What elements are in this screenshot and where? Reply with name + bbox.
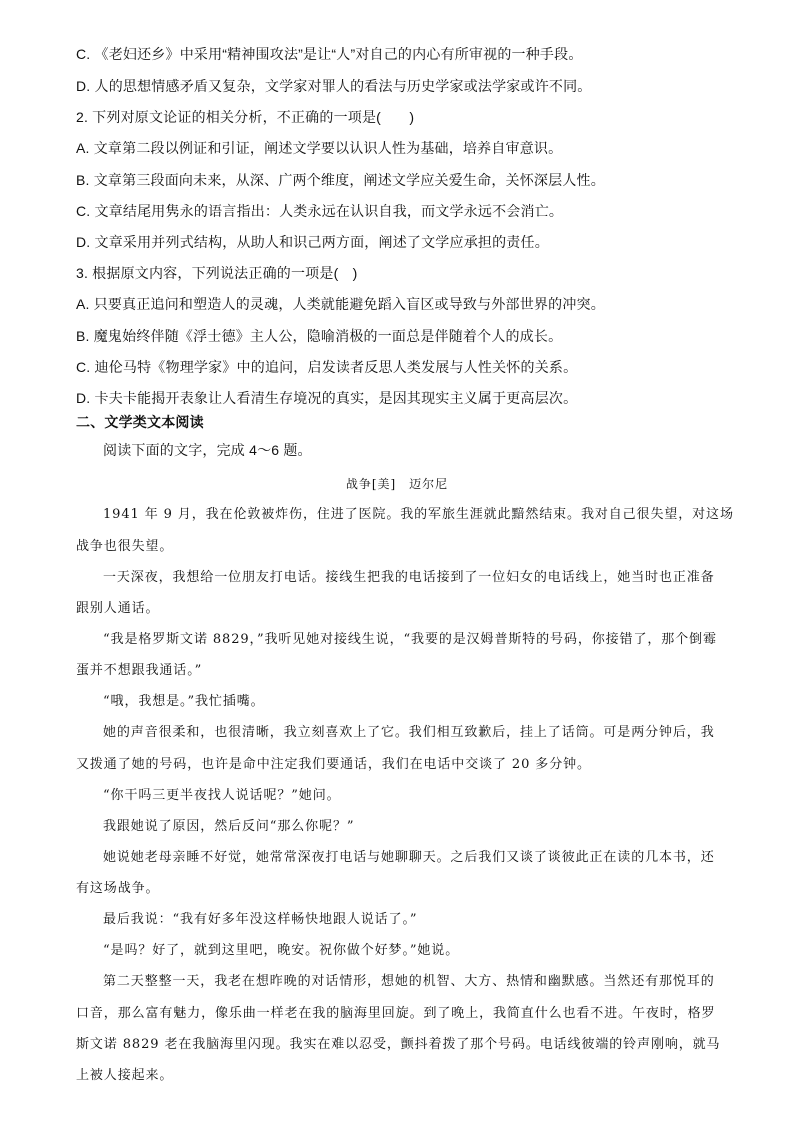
- q2-option-c: C. 文章结尾用隽永的语言指出：人类永远在认识自我，而文学永远不会消亡。: [76, 203, 564, 219]
- q3-option-a: A. 只要真正追问和塑造人的灵魂，人类就能避免蹈入盲区或导致与外部世界的冲突。: [76, 296, 605, 312]
- story-line: 我跟她说了原因，然后反问“那么你呢？”: [103, 819, 355, 834]
- q1-option-c: C. 《老妇还乡》中采用“精神围攻法”是让“人”对自己的内心有所审视的一种手段。: [76, 46, 583, 62]
- q2-option-a: A. 文章第二段以例证和引证，阐述文学要以认识人性为基础，培养自审意识。: [76, 140, 563, 156]
- story-line: 第二天整整一天，我老在想昨晚的对话情形，想她的机智、大方、热情和幽默感。当然还有那悦耳的: [103, 974, 715, 989]
- story-line: 蛋并不想跟我通话。”: [76, 663, 203, 678]
- q1-option-d: D. 人的思想情感矛盾又复杂，文学家对罪人的看法与历史学家或法学家或许不同。: [76, 78, 592, 94]
- q2-stem: 2. 下列对原文论证的相关分析，不正确的一项是( ): [76, 109, 415, 125]
- story-line: 最后我说：“我有好多年没这样畅快地跟人说话了。”: [103, 912, 418, 927]
- story-line: 战争也很失望。: [76, 539, 174, 554]
- q2-option-d: D. 文章采用并列式结构，从助人和识己两方面，阐述了文学应承担的责任。: [76, 234, 549, 250]
- story-line: 口音，那么富有魅力，像乐曲一样老在我的脑海里回旋。到了晚上，我简直什么也看不进。午夜时，格罗: [76, 1006, 716, 1021]
- q3-option-b: B. 魔鬼始终伴随《浮士德》主人公，隐喻消极的一面总是伴随着个人的成长。: [76, 328, 563, 344]
- story-line: 斯文诺 8829 老在我脑海里闪现。我实在难以忍受，颤抖着拨了那个号码。电话线彼端的铃声刚响，就马: [76, 1037, 721, 1052]
- story-title: 战争[美] 迈尔尼: [345, 477, 449, 491]
- story-line: 跟别人通话。: [76, 601, 160, 616]
- story-line: “我是格罗斯文诺 8829，”我听见她对接线生说，“我要的是汉姆普斯特的号码，你接错了，那个倒霉: [103, 632, 717, 647]
- section-heading: 二、文学类文本阅读: [76, 414, 204, 430]
- story-line: “哦，我想是。”我忙插嘴。: [103, 694, 265, 709]
- section-instruction: 阅读下面的文字，完成 4～6 题。: [103, 442, 312, 458]
- q3-option-c: C. 迪伦马特《物理学家》中的追问，启发读者反思人类发展与人性关怀的关系。: [76, 359, 578, 375]
- q3-stem: 3. 根据原文内容，下列说法正确的一项是( ): [76, 265, 358, 281]
- q2-option-b: B. 文章第三段面向未来，从深、广两个维度，阐述文学应关爱生命，关怀深层人性。: [76, 172, 605, 188]
- story-line: 上被人接起来。: [76, 1068, 174, 1083]
- story-line: 她说她老母亲睡不好觉，她常常深夜打电话与她聊聊天。之后我们又谈了谈彼此正在读的几本书，还: [103, 850, 715, 865]
- story-line: 1941 年 9 月，我在伦敦被炸伤，住进了医院。我的军旅生涯就此黯然结束。我对自己很失望，对这场: [103, 507, 734, 522]
- story-line: 又拨通了她的号码，也许是命中注定我们要通话，我们在电话中交谈了 20 多分钟。: [76, 757, 591, 772]
- story-line: “你干吗三更半夜找人说话呢？”她问。: [103, 788, 341, 803]
- q3-option-d: D. 卡夫卡能揭开表象让人看清生存境况的真实，是因其现实主义属于更高层次。: [76, 390, 578, 406]
- story-line: “是吗？好了，就到这里吧，晚安。祝你做个好梦。”她说。: [103, 943, 460, 958]
- story-line: 她的声音很柔和，也很清晰，我立刻喜欢上了它。我们相互致歉后，挂上了话筒。可是两分钟后，我: [103, 725, 715, 740]
- story-line: 一天深夜，我想给一位朋友打电话。接线生把我的电话接到了一位妇女的电话线上，她当时也正准备: [103, 570, 715, 585]
- story-line: 有这场战争。: [76, 881, 160, 896]
